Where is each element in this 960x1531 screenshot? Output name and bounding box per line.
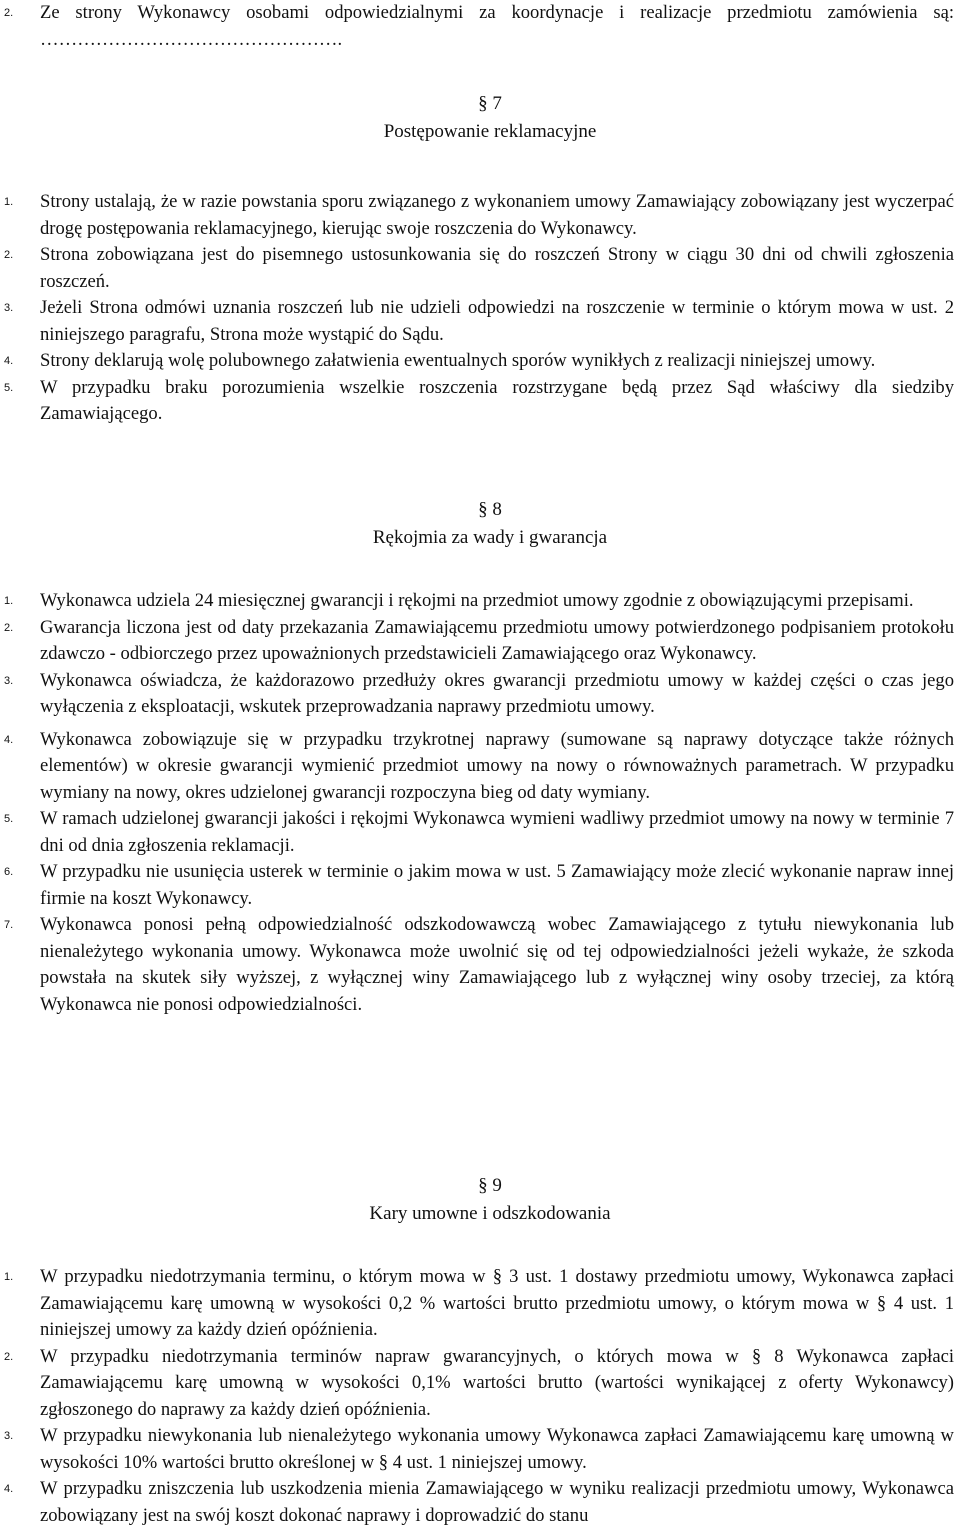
section-7-list: [0, 189, 960, 428]
item-number: 5.: [4, 381, 14, 394]
item-text: W przypadku niewykonania lub nienależytego wykonania umowy Wykonawca zapłaci Zamawiającemu karę umowną w wysokości 10% wartości brutto określonej w § 4 ust. 1 niniejszej umowy.: [40, 1425, 954, 1473]
list-item: [0, 912, 960, 1018]
item-text: W przypadku nie usunięcia usterek w terminie o jakim mowa w ust. 5 Zamawiający może zlecić wykonanie napraw innej firmie na koszt Wykonawcy.: [40, 861, 954, 909]
section-title: Postępowanie reklamacyjne: [383, 121, 597, 142]
item-text: Wykonawca zobowiązuje się w przypadku trzykrotnej naprawy (sumowane są naprawy dotyczące także różnych elementów) w okresie gwarancji wymienić przedmiot umowy na nowy o równoważnych parametrach. W przypadku wymiany na nowy, okres udzielonej gwarancji rozpoczyna bieg od daty wymiany.: [40, 728, 954, 803]
item-number: 2.: [4, 249, 14, 261]
section-8-list: [0, 588, 960, 1018]
list-item: [0, 1264, 960, 1344]
item-number: 2.: [4, 7, 14, 19]
section-title: Rękojmia za wady i gwarancja: [372, 527, 608, 548]
list-item: [0, 1476, 960, 1529]
item-number: 4.: [4, 1483, 14, 1495]
list-item: [0, 588, 960, 615]
item-text: Strony ustalają, że w razie powstania sporu związanego z wykonaniem umowy Zamawiający zobowiązany jest wyczerpać drogę postępowania reklamacyjnego, kierując swoje roszczenia do Wykonawcy.: [40, 191, 954, 239]
item-number: 5.: [4, 813, 14, 825]
paragraph-number: § 7: [478, 93, 502, 114]
item-text: W przypadku zniszczenia lub uszkodzenia mienia Zamawiającego w wyniku realizacji przedmiotu umowy, Wykonawca zobowiązany jest na swój koszt dokonać naprawy i doprowadzić do stanu: [40, 1478, 954, 1526]
list-item: [0, 375, 960, 428]
item-number: 7.: [4, 919, 14, 931]
item-number: 1.: [4, 196, 14, 208]
list-item: [0, 1344, 960, 1424]
item-number: 4.: [4, 355, 14, 367]
item-text: Wykonawca ponosi pełną odpowiedzialność odszkodowawczą wobec Zamawiającego z tytułu niewykonania lub nienależytego wykonania umowy. Wykonawca może uwolnić się od tej odpowiedzialności jeżeli wykaże, że szkoda powstała na skutek siły wyższej, z wyłącznej winy Zamawiającego lub z wyłącznej winy osoby trzeciej, za którą Wykonawca nie ponosi odpowiedzialności.: [40, 914, 954, 1015]
list-item: [0, 806, 960, 859]
item-number: 1.: [4, 595, 14, 607]
list-item: [0, 668, 960, 721]
section-heading-7: [0, 90, 960, 146]
section-9-list: [0, 1264, 960, 1529]
item-text: W ramach udzielonej gwarancji jakości i rękojmi Wykonawca wymieni wadliwy przedmiot umowy na nowy w terminie 7 dni od dnia zgłoszenia reklamacji.: [40, 808, 954, 856]
item-text: Wykonawca oświadcza, że każdorazowo przedłuży okres gwarancji przedmiotu umowy w każdej części o czas jego wyłączenia z eksploatacji, wskutek przeprowadzania naprawy przedmiotu umowy.: [40, 669, 954, 717]
item-number: 6.: [4, 866, 14, 878]
item-number: 1.: [4, 1271, 14, 1283]
list-item: [0, 295, 960, 348]
item-text: W przypadku braku porozumienia wszelkie roszczenia rozstrzygane będą przez Sąd właściwy dla siedziby Zamawiającego.: [40, 376, 954, 424]
item-number: 4.: [4, 733, 14, 746]
list-item: [0, 1423, 960, 1476]
item-text: W przypadku niedotrzymania terminu, o którym mowa w § 3 ust. 1 dostawy przedmiotu umowy, Wykonawca zapłaci Zamawiającemu karę umowną w wysokości 0,2 % wartości brutto przedmiotu umowy, o którym mowa w § 4 ust. 1 niniejszej umowy za każdy dzień opóźnienia.: [40, 1266, 954, 1340]
item-text: Gwarancja liczona jest od daty przekazania Zamawiającemu przedmiotu umowy potwierdzonego podpisaniem protokołu zdawczo - odbiorczego przez upoważnionych przedstawicieli Zamawiającego oraz Wykonawcy.: [40, 616, 954, 664]
item-text: Strona zobowiązana jest do pisemnego ustosunkowania się do roszczeń Strony w ciągu 30 dni od chwili zgłoszenia roszczeń.: [40, 244, 954, 292]
item-text: W przypadku niedotrzymania terminów napraw gwarancyjnych, o których mowa w § 8 Wykonawca zapłaci Zamawiającemu karę umowną w wysokości 0,1% wartości brutto (wartości wynikającej z oferty Wykonawcy) zgłoszonego do naprawy za każdy dzień opóźnienia.: [40, 1345, 954, 1420]
item-text: Strony deklarują wolę polubownego załatwienia ewentualnych sporów wynikłych z realizacji niniejszej umowy.: [40, 350, 876, 371]
paragraph-number: § 8: [478, 499, 502, 520]
list-item: [0, 242, 960, 295]
item-number: 3.: [4, 1430, 14, 1442]
intro-block: [0, 0, 960, 53]
list-item: [0, 189, 960, 242]
item-number: 3.: [4, 674, 14, 687]
list-item: [0, 348, 960, 375]
list-item: [0, 859, 960, 912]
item-number: 2.: [4, 1350, 14, 1363]
item-number: 3.: [4, 302, 14, 314]
item-text: Jeżeli Strona odmówi uznania roszczeń lub nie udzieli odpowiedzi na roszczenie w terminie o którym mowa w ust. 2 niniejszego paragrafu, Strona może wystąpić do Sądu.: [40, 297, 954, 345]
item-number: 2.: [4, 621, 14, 634]
paragraph-number: § 9: [478, 1175, 502, 1196]
list-item: [0, 0, 960, 53]
item-text: Ze strony Wykonawcy osobami odpowiedzialnymi za koordynacje i realizacje przedmiotu zamówienia są: ………………………………………….: [40, 2, 954, 50]
section-heading-9: [0, 1172, 960, 1228]
item-text: Wykonawca udziela 24 miesięcznej gwarancji i rękojmi na przedmiot umowy zgodnie z obowiązującymi przepisami.: [40, 590, 914, 611]
section-heading-8: [0, 496, 960, 552]
list-item: [0, 727, 960, 807]
list-item: [0, 615, 960, 668]
section-title: Kary umowne i odszkodowania: [369, 1203, 611, 1224]
